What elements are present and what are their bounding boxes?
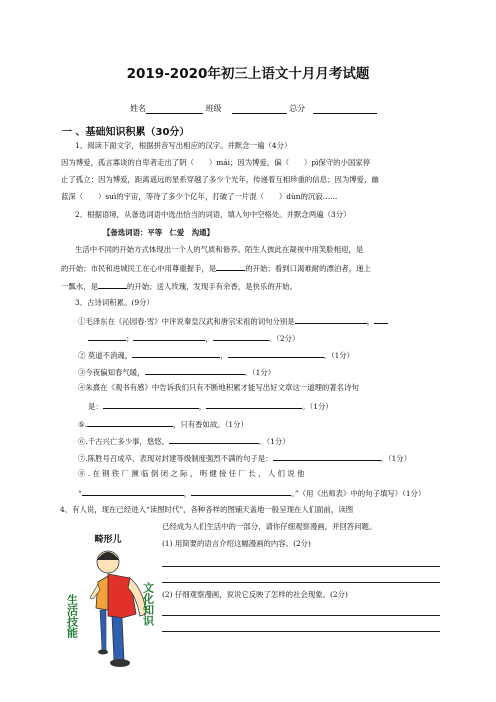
cartoon-caption: 畸形儿 bbox=[94, 535, 122, 545]
class-blank[interactable] bbox=[232, 104, 287, 114]
small-shoe-shape bbox=[98, 650, 108, 655]
q3-text: “ bbox=[78, 489, 82, 498]
answer-blank[interactable] bbox=[228, 349, 324, 358]
q3-text: 。（1分） bbox=[302, 402, 333, 411]
answer-blank[interactable] bbox=[374, 315, 388, 324]
section-1-heading: 一 、基础知识积累（30分） bbox=[62, 127, 190, 138]
q3-text: ③今夜偏知春气暖， bbox=[78, 368, 145, 377]
q3-item-1 bbox=[78, 315, 388, 327]
q3-heading: 3、古诗词积累。(9分） bbox=[75, 298, 154, 307]
q2-line bbox=[61, 280, 297, 292]
answer-blank[interactable] bbox=[206, 400, 302, 409]
q3-item-4: ④朱熹在《观书有感》中告诉我们只有不断地积累才能写出好文章这一道理的著名诗句 bbox=[78, 383, 359, 392]
q3-item-4-cont bbox=[88, 400, 333, 412]
q3-text: 。（2分） bbox=[268, 334, 300, 343]
q3-item-6 bbox=[78, 435, 290, 447]
class-label: 班级 bbox=[205, 104, 222, 113]
answer-blank[interactable] bbox=[273, 452, 381, 461]
q3-text: ，只有香如故。（1分） bbox=[172, 420, 248, 429]
q2-text: 的开始；送人玫瑰，发现手有余香，是快乐的开始。 bbox=[126, 282, 297, 291]
q3-text: 。（1分） bbox=[380, 454, 412, 463]
name-label: 姓名 bbox=[130, 104, 146, 113]
q1-line: 止了孤立；因为博爱，距离遥远的星系穿越了多少个光年，传递着互相珍重的信息；因为博爱，幽 bbox=[61, 175, 379, 184]
cartoon-left-label: 生活技能 bbox=[65, 594, 79, 638]
q3-text: ； bbox=[126, 334, 134, 343]
q3-item-8-cont bbox=[78, 487, 425, 499]
q1-line: 因为博爱，孤言寡谈的自卑者走出了阴（ ）mái；因为博爱，偏（ ）pì保守的小国家停 bbox=[61, 158, 371, 167]
q4-line: 已经成为人们生活中的一部分，请你仔细观察漫画，并回答问题。 bbox=[162, 522, 377, 531]
answer-blank[interactable] bbox=[295, 315, 367, 324]
q3-item-3 bbox=[78, 366, 275, 378]
q2-text: 的开始；看到口渴难耐的漂泊者，递上 bbox=[245, 264, 371, 273]
answer-blank[interactable] bbox=[88, 332, 126, 341]
q3-item-1-cont bbox=[88, 332, 299, 344]
answer-blank[interactable] bbox=[87, 418, 173, 427]
q2-text: 一瓢水，是 bbox=[61, 282, 98, 291]
student-info-line bbox=[130, 103, 377, 114]
answer-blank[interactable] bbox=[169, 435, 259, 444]
answer-blank[interactable] bbox=[191, 487, 291, 496]
q2-blank-1[interactable] bbox=[216, 262, 245, 271]
small-leg-shape bbox=[100, 610, 106, 650]
q2-blank-2[interactable] bbox=[98, 280, 127, 289]
name-blank[interactable] bbox=[146, 104, 203, 114]
page-title: 2019-2020年初三上语文十月月考试题 bbox=[126, 66, 370, 82]
answer-blank[interactable] bbox=[132, 349, 220, 358]
score-blank[interactable] bbox=[313, 104, 377, 114]
q3-item-2 bbox=[78, 349, 354, 361]
q3-text: 。（1分） bbox=[259, 437, 290, 446]
cartoon-right-label: 文化知识 bbox=[141, 582, 155, 626]
hair-shape bbox=[97, 552, 119, 560]
q3-text: ， bbox=[366, 317, 375, 326]
q1-line: 蓝深（ ）suì的宇宙，等待了多少个亿年，打破了一片混（ ）dùn的沉寂…… bbox=[61, 192, 338, 201]
q3-item-8: ⑧ . 在 钢 铁 厂 濒 临 倒 闭 之 际 ， 明 健 接 任 厂 长 ， 人 们 说 他 bbox=[78, 469, 305, 478]
cartoon-drawing bbox=[60, 532, 156, 680]
q3-text: ①毛泽东在《沁园春·雪》中评说秦皇汉武和唐宗宋祖的词句分别是 bbox=[78, 317, 295, 326]
q3-text: 。（1分） bbox=[244, 368, 276, 377]
q3-text: ， bbox=[183, 489, 192, 498]
answer-blank[interactable] bbox=[213, 332, 269, 341]
deformed-child-cartoon bbox=[60, 532, 156, 680]
q3-item-5 bbox=[78, 418, 248, 430]
answer-blank[interactable] bbox=[145, 366, 245, 375]
q3-text: ⑦.陈胜号召成卒、表现对封建等级制度强烈不满的句子是： bbox=[78, 454, 273, 463]
answer-line[interactable] bbox=[162, 566, 440, 567]
q2-line: 生活中不同的开始方式体现出一个人的气质和修养。陌生人彼此在凝视中用笑脸相迎，是 bbox=[75, 245, 364, 254]
q3-text: ② 莫道不消魂， bbox=[78, 351, 133, 360]
q3-text: 。”（用《出师表》中的句子填写）（1分） bbox=[291, 489, 426, 498]
answer-blank[interactable] bbox=[133, 332, 205, 341]
answer-line[interactable] bbox=[162, 615, 440, 616]
score-label: 总分 bbox=[289, 104, 306, 113]
q4-sub-2: (2) 仔细观察漫画，说说它反映了怎样的社会现象。(2分) bbox=[162, 590, 348, 599]
q2-line bbox=[61, 262, 371, 274]
answer-line[interactable] bbox=[162, 631, 440, 632]
q2-text: 的开始；市民和进城民工在心中用尊重握手，是 bbox=[61, 264, 217, 273]
q3-item-7 bbox=[78, 452, 411, 464]
answer-blank[interactable] bbox=[103, 400, 199, 409]
q3-text: ， bbox=[205, 334, 213, 343]
q2-word-bank: 【备选词语：平等 仁爱 沟通】 bbox=[103, 228, 214, 237]
q3-text: 。（1分） bbox=[323, 351, 355, 360]
big-leg-shape bbox=[112, 616, 124, 660]
q3-text: ， bbox=[220, 351, 228, 360]
answer-blank[interactable] bbox=[82, 487, 184, 496]
q2-heading: 2、根据语境，从备选词语中选出恰当的词语，填入句中空格处。并默念两遍（3分） bbox=[75, 210, 351, 219]
answer-line[interactable] bbox=[162, 582, 440, 583]
big-shoe-shape bbox=[110, 659, 130, 667]
q3-text: ， bbox=[198, 402, 207, 411]
q3-text: ⑤. bbox=[78, 420, 87, 429]
q4-heading: 4、有人说，现在已经进入“读图时代”，各种各样的图铺天盖地一般呈现在人们面前，读图 bbox=[60, 505, 354, 514]
q3-text: 是： bbox=[88, 402, 103, 411]
q1-heading: 1、阅读下面文字，根据拼音写出相应的汉字。并默念一遍（4分） bbox=[75, 141, 292, 150]
q3-text: ⑥.千古兴亡多少事，悠悠。 bbox=[78, 437, 170, 446]
q4-sub-1: (1) 用简要的语言介绍这幅漫画的内容。(2分) bbox=[162, 539, 311, 548]
